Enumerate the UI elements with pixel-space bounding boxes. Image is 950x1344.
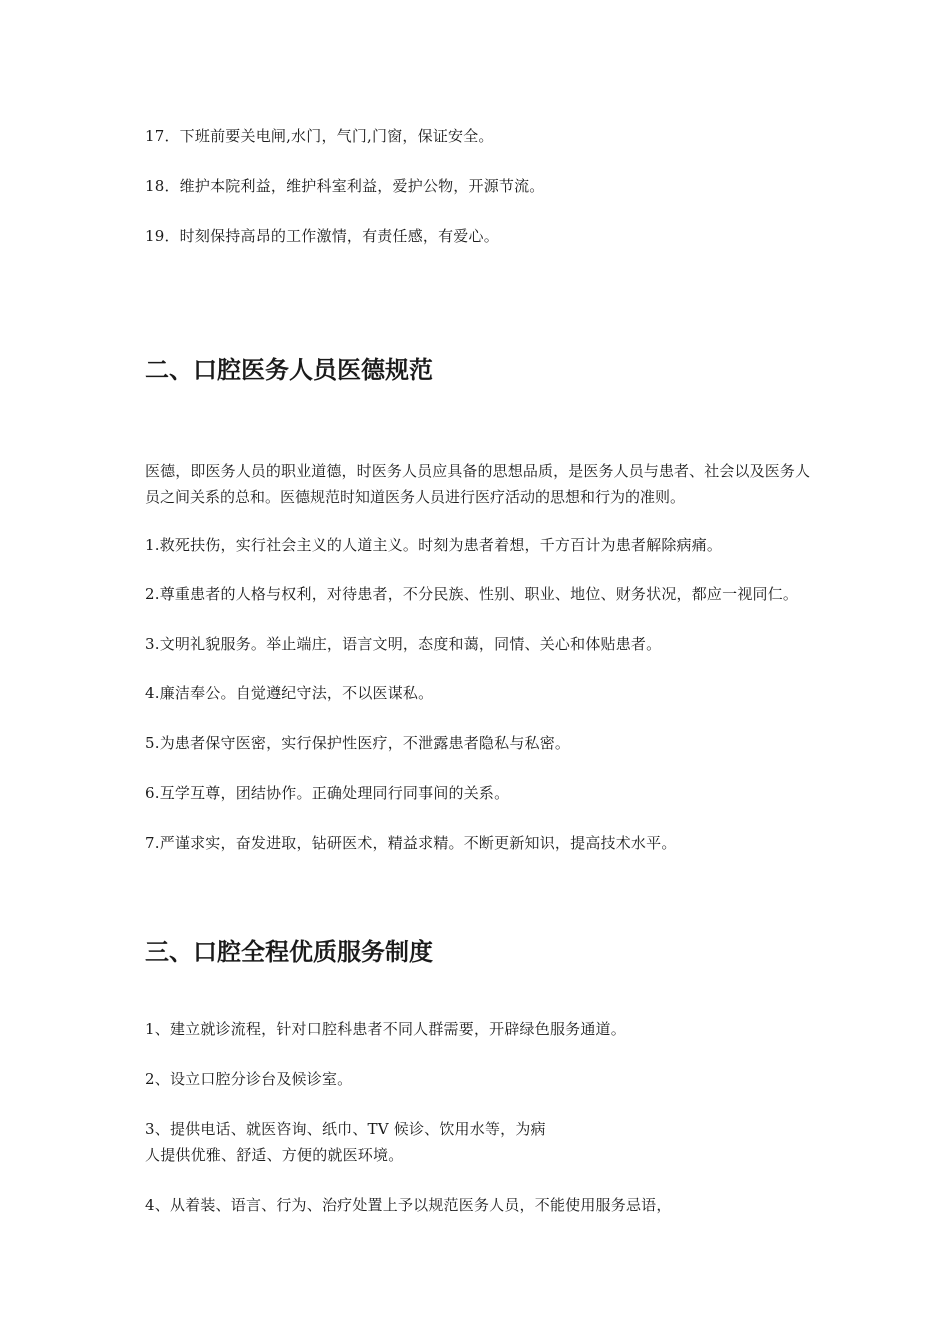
rule-item-19: 19．时刻保持高昂的工作激情，有责任感，有爱心。: [145, 227, 499, 245]
service-item-4: 4、从着装、语言、行为、治疗处置上予以规范医务人员，不能使用服务忌语，: [145, 1196, 672, 1214]
document-page: [145, 0, 810, 1344]
ethics-item-6: 6.互学互尊，团结协作。正确处理同行同事间的关系。: [145, 784, 510, 802]
ethics-intro-paragraph: 医德，即医务人员的职业道德，时医务人员应具备的思想品质，是医务人员与患者、社会以及医务人员之间关系的总和。医德规范时知道医务人员进行医疗活动的思想和行为的准则。: [145, 462, 810, 506]
ethics-item-2: 2.尊重患者的人格与权利，对待患者，不分民族、性别、职业、地位、财务状况，都应一视同仁。: [145, 585, 799, 603]
rule-item-17: 17．下班前要关电闸,水门，气门,门窗，保证安全。: [145, 127, 494, 145]
section-heading-quality-service: 三、口腔全程优质服务制度: [145, 938, 433, 966]
ethics-item-5: 5.为患者保守医密，实行保护性医疗，不泄露患者隐私与私密。: [145, 734, 571, 752]
section-heading-medical-ethics: 二、口腔医务人员医德规范: [145, 356, 433, 384]
service-item-2: 2、设立口腔分诊台及候诊室。: [145, 1070, 353, 1088]
service-item-3-line-1: 3、提供电话、就医咨询、纸巾、TV 候诊、饮用水等，为病: [145, 1120, 546, 1138]
service-item-1: 1、建立就诊流程，针对口腔科患者不同人群需要，开辟绿色服务通道。: [145, 1020, 626, 1038]
ethics-item-3: 3.文明礼貌服务。举止端庄，语言文明，态度和蔼，同情、关心和体贴患者。: [145, 635, 662, 653]
service-item-3-line-2: 人提供优雅、舒适、方便的就医环境。: [145, 1146, 404, 1164]
ethics-item-1: 1.救死扶伤，实行社会主义的人道主义。时刻为患者着想，千方百计为患者解除病痛。: [145, 536, 723, 554]
rule-item-18: 18．维护本院利益，维护科室利益，爱护公物，开源节流。: [145, 177, 545, 195]
ethics-item-7: 7.严谨求实，奋发进取，钻研医术，精益求精。不断更新知识，提高技术水平。: [145, 834, 677, 852]
ethics-item-4: 4.廉洁奉公。自觉遵纪守法，不以医谋私。: [145, 684, 434, 702]
